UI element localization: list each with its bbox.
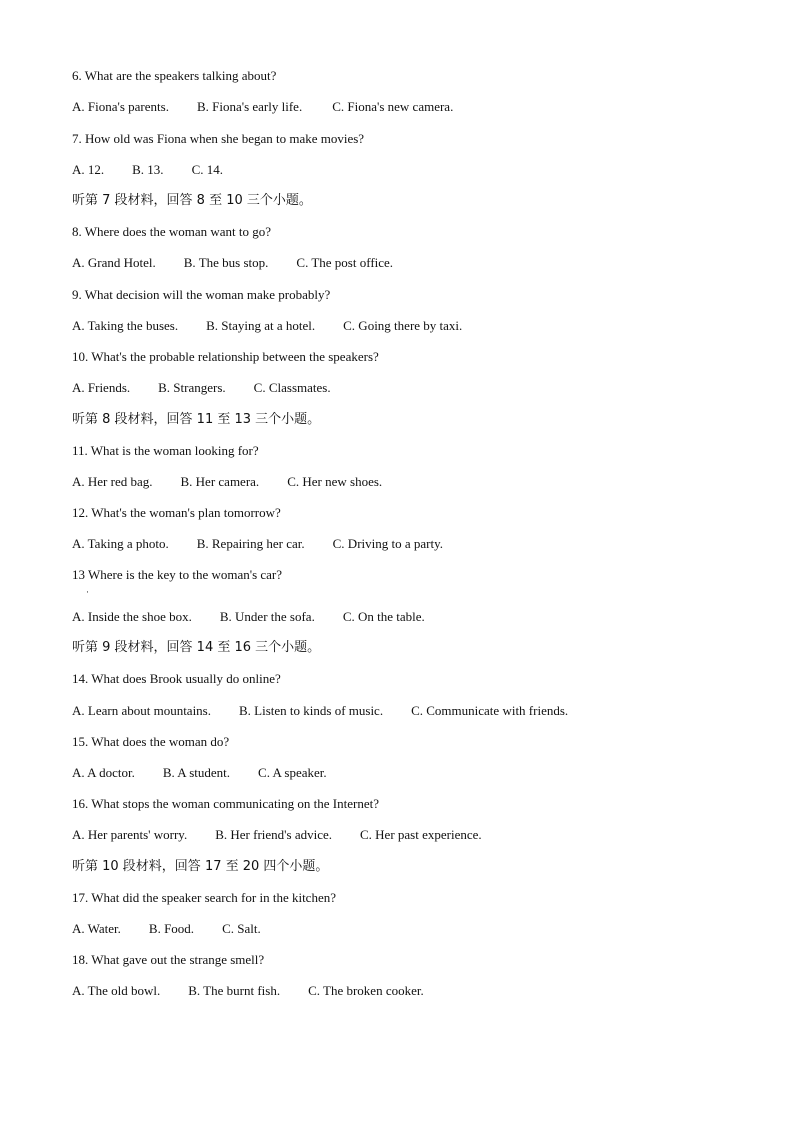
option-b: B. Repairing her car. <box>196 536 305 551</box>
option-c: C. Fiona's new camera. <box>332 99 454 114</box>
option-c: C. 14. <box>191 162 223 177</box>
option-b: B. Her friend's advice. <box>215 827 332 842</box>
option-b: B. Listen to kinds of music. <box>239 703 384 718</box>
option-c: C. Classmates. <box>253 380 331 395</box>
question-7: 7. How old was Fiona when she began to make movies? <box>72 131 365 146</box>
option-c: C. The post office. <box>296 255 394 270</box>
question-12-options <box>72 536 443 552</box>
section-heading-8: 听第 8 段材料，回答 11 至 13 三个小题。 <box>72 412 321 427</box>
option-a: A. Fiona's parents. <box>72 99 169 114</box>
option-a: A. Learn about mountains. <box>72 703 211 718</box>
option-b: B. A student. <box>162 765 231 780</box>
option-a: A. Inside the shoe box. <box>72 609 192 624</box>
option-b: B. The bus stop. <box>183 255 269 270</box>
option-c: C. A speaker. <box>258 765 327 780</box>
question-15-options <box>72 765 327 781</box>
question-13: 13 Where is the key to the woman's car? <box>72 567 283 582</box>
question-10: 10. What's the probable relationship between the speakers? <box>72 349 379 364</box>
question-15: 15. What does the woman do? <box>72 734 230 749</box>
question-13-options <box>72 609 425 625</box>
option-c: C. Her past experience. <box>360 827 482 842</box>
option-c: C. The broken cooker. <box>308 983 424 998</box>
question-6-options <box>72 99 453 115</box>
question-16-options <box>72 827 482 843</box>
question-17-options <box>72 921 261 937</box>
question-8-options <box>72 255 393 271</box>
question-7-options <box>72 162 223 178</box>
question-18-options <box>72 983 424 999</box>
option-a: A. Taking a photo. <box>72 536 169 551</box>
option-c: C. Her new shoes. <box>287 474 383 489</box>
option-c: C. Driving to a party. <box>332 536 444 551</box>
option-b: B. 13. <box>132 162 164 177</box>
option-a: A. Friends. <box>72 380 131 395</box>
question-10-options <box>72 380 331 396</box>
question-11-options <box>72 474 382 490</box>
option-b: B. Her camera. <box>180 474 260 489</box>
option-b: B. Under the sofa. <box>219 609 315 624</box>
option-a: A. Her parents' worry. <box>72 827 188 842</box>
option-b: B. Fiona's early life. <box>196 99 303 114</box>
question-6: 6. What are the speakers talking about? <box>72 68 277 83</box>
option-a: A. A doctor. <box>72 765 135 780</box>
option-a: A. Her red bag. <box>72 474 153 489</box>
option-b: B. Food. <box>148 921 195 936</box>
section-heading-10: 听第 10 段材料，回答 17 至 20 四个小题。 <box>72 859 329 874</box>
option-b: B. Strangers. <box>158 380 226 395</box>
question-9: 9. What decision will the woman make probably? <box>72 287 331 302</box>
option-b: B. Staying at a hotel. <box>206 318 316 333</box>
section-heading-7: 听第 7 段材料，回答 8 至 10 三个小题。 <box>72 193 312 208</box>
option-a: A. 12. <box>72 162 105 177</box>
option-a: A. Water. <box>72 921 121 936</box>
question-8: 8. Where does the woman want to go? <box>72 224 272 239</box>
option-a: A. Taking the buses. <box>72 318 179 333</box>
question-9-options <box>72 318 462 334</box>
question-14-options <box>72 703 568 719</box>
option-c: C. Communicate with friends. <box>411 703 569 718</box>
question-16: 16. What stops the woman communicating on the Internet? <box>72 796 379 811</box>
option-b: B. The burnt fish. <box>188 983 281 998</box>
option-a: A. The old bowl. <box>72 983 161 998</box>
question-18: 18. What gave out the strange smell? <box>72 952 265 967</box>
question-12: 12. What's the woman's plan tomorrow? <box>72 505 281 520</box>
question-14: 14. What does Brook usually do online? <box>72 671 281 686</box>
option-c: C. On the table. <box>342 609 425 624</box>
option-c: C. Salt. <box>222 921 261 936</box>
question-17: 17. What did the speaker search for in the kitchen? <box>72 890 336 905</box>
question-11: 11. What is the woman looking for? <box>72 443 259 458</box>
stray-dot-mark: · <box>86 587 89 597</box>
option-c: C. Going there by taxi. <box>343 318 463 333</box>
section-heading-9: 听第 9 段材料，回答 14 至 16 三个小题。 <box>72 640 321 655</box>
option-a: A. Grand Hotel. <box>72 255 156 270</box>
